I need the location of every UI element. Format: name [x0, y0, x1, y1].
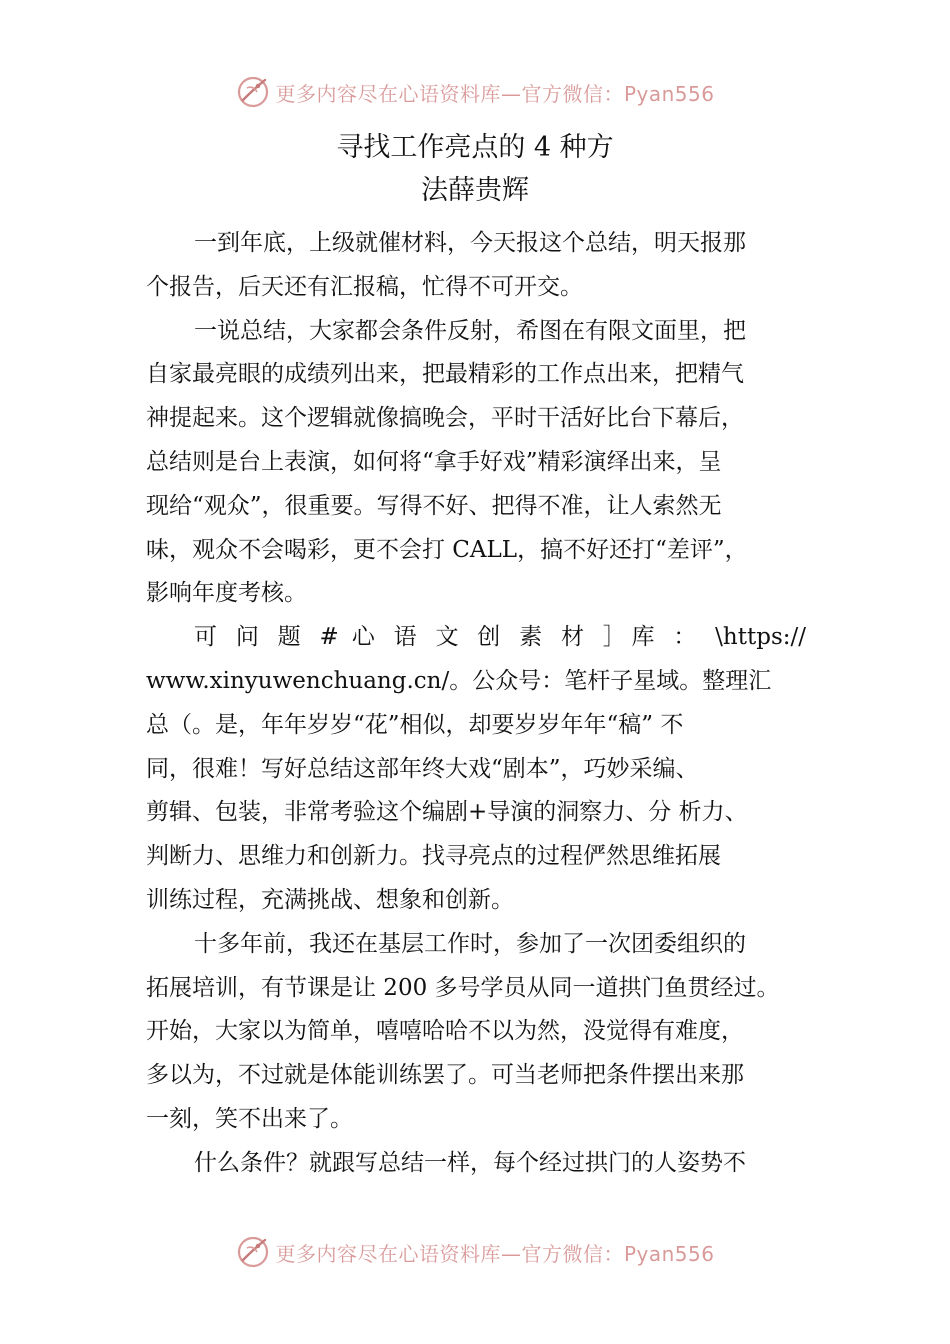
body-line: 味，观众不会喝彩，更不会打 CALL，搞不好还打“差评”，	[146, 536, 748, 563]
body-line: 多以为，不过就是体能训练罢了。可当老师把条件摆出来那	[146, 1062, 744, 1089]
document-body	[146, 222, 826, 1186]
watermark-text: 更多内容尽在心语资料库—官方微信：Pyan556	[275, 1241, 715, 1266]
body-line: 拓展培训，有节课是让 200 多号学员从同一道拱门鱼贯经过。	[146, 974, 780, 1001]
body-line: 训练过程，充满挑战、想象和创新。	[146, 886, 514, 913]
body-line: 一说总结，大家都会条件反射，希图在有限文面里，把	[194, 317, 746, 344]
body-line: 总结则是台上表演，如何将“拿手好戏”精彩演绎出来，呈	[146, 448, 722, 475]
body-line: 现给“观众”，很重要。写得不好、把得不准，让人索然无	[146, 492, 722, 519]
body-line: 什么条件？就跟写总结一样，每个经过拱门的人姿势不	[194, 1149, 746, 1176]
body-line: 开始，大家以为简单，嘻嘻哈哈不以为然，没觉得有难度，	[146, 1018, 744, 1045]
body-line: 神提起来。这个逻辑就像搞晚会，平时干活好比台下幕后，	[146, 405, 744, 432]
document-title: 寻找工作亮点的 4 种方	[336, 132, 614, 163]
body-line: 个报告，后天还有汇报稿，忙得不可开交。	[146, 273, 583, 300]
body-line: 影响年度考核。	[146, 580, 307, 607]
body-line: 剪辑、包装，非常考验这个编剧+导演的洞察力、分 析力、	[146, 799, 748, 826]
body-line: 同，很难！写好总结这部年终大戏“剧本”，巧妙采编、	[146, 755, 699, 782]
header-watermark-banner	[0, 72, 950, 112]
body-line: 十多年前，我还在基层工作时，参加了一次团委组织的	[194, 930, 746, 957]
watermark-text: 更多内容尽在心语资料库—官方微信：Pyan556	[275, 81, 715, 106]
brand-logo-icon	[235, 74, 271, 110]
body-line: 一刻，笑不出来了。	[146, 1105, 353, 1132]
body-line: 一到年底，上级就催材料，今天报这个总结，明天报那	[194, 230, 746, 256]
body-line: 自家最亮眼的成绩列出来，把最精彩的工作点出来，把精气	[146, 361, 744, 388]
brand-logo-icon	[235, 1234, 271, 1270]
body-line: 总（。是，年年岁岁“花”相似，却要岁岁年年“稿” 不	[146, 711, 684, 738]
body-line: 判断力、思维力和创新力。找寻亮点的过程俨然思维拓展	[146, 843, 721, 870]
document-author: 法薛贵辉	[421, 175, 529, 206]
body-line: 可 问 题 # 心 语 文 创 素 材 ］库 ： \https://	[194, 624, 806, 651]
footer-watermark-banner	[0, 1232, 950, 1272]
body-line: www.xinyuwenchuang.cn/。公众号：笔杆子星域。整理汇	[146, 667, 772, 694]
